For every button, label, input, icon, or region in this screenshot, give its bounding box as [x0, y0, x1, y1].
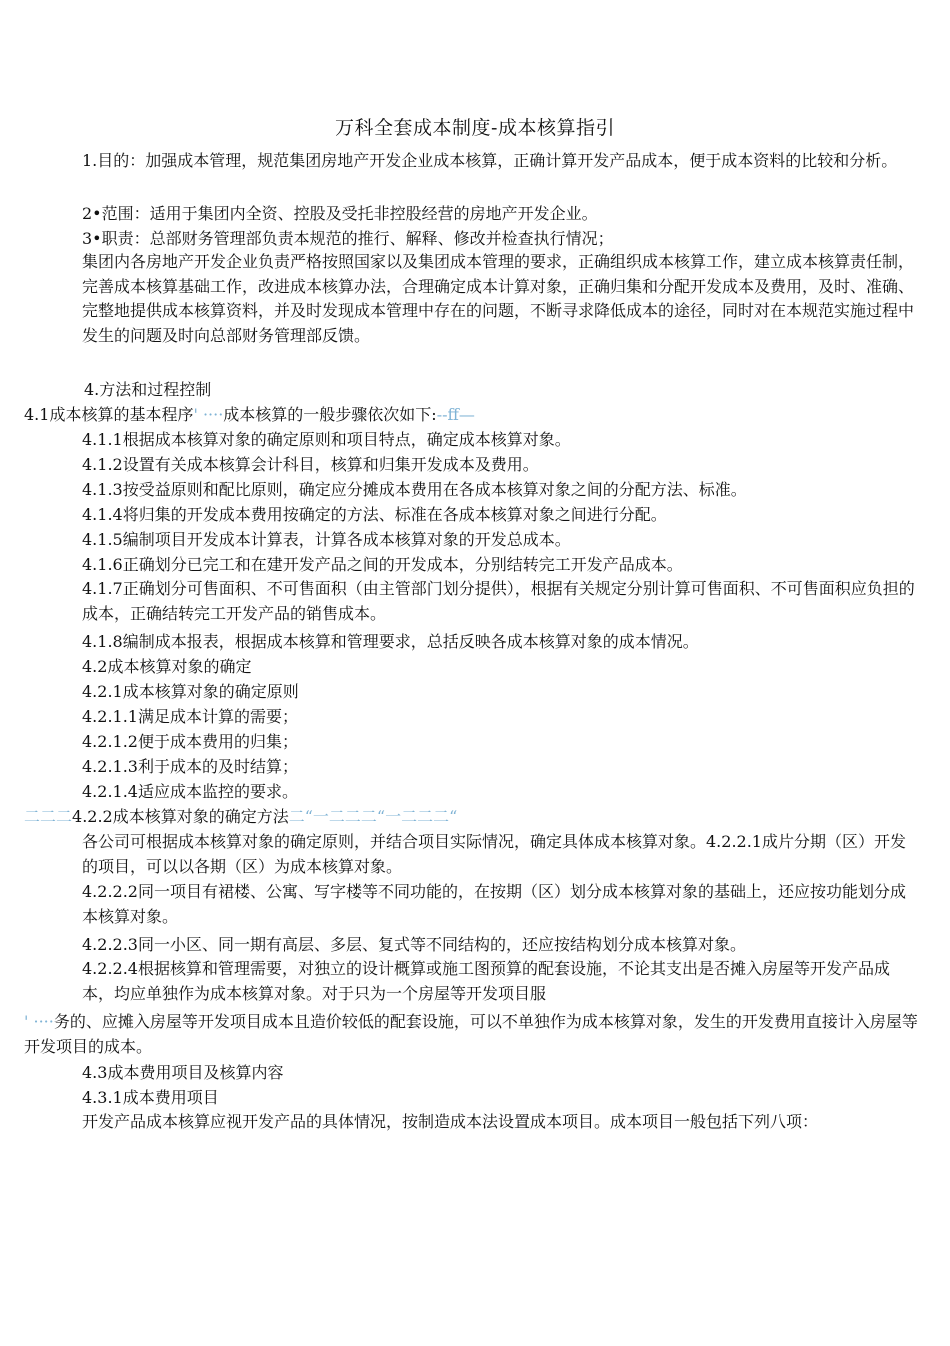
section-4-1-intro: 成本核算的一般步骤依次如下: [223, 405, 437, 424]
page-title: 万科全套成本制度-成本核算指引 [335, 117, 615, 139]
method-4-2-2-4: 4.2.2.4根据核算和管理需要，对独立的设计概算或施工图预算的配套设施，不论其支出是否摊入房屋等开发产品成本，均应单独作为成本核算对象。对于只为一个房屋等开发项目服 [82, 959, 890, 1003]
section-4-heading: 4.方法和过程控制 [84, 380, 212, 399]
method-4-2-2-2: 4.2.2.2同一项目有裙楼、公寓、写字楼等不同功能的，在按期（区）划分成本核算对象的基础上，还应按功能划分成本核算对象。 [82, 882, 906, 926]
step-4-1-3: 4.1.3按受益原则和配比原则，确定应分摊成本费用在各成本核算对象之间的分配方法、标准。 [82, 480, 747, 499]
principle-4-2-1-4: 4.2.1.4适应成本监控的要求。 [82, 782, 298, 801]
section-4-3-1-heading: 4.3.1成本费用项目 [82, 1088, 219, 1107]
step-4-1-4: 4.1.4将归集的开发成本费用按确定的方法、标准在各成本核算对象之间进行分配。 [82, 505, 667, 524]
section-4-2-heading: 4.2成本核算对象的确定 [82, 657, 252, 676]
section-4-2-2-line [24, 806, 457, 828]
scan-artifact: ' ···· [24, 1012, 54, 1031]
method-4-2-2-3: 4.2.2.3同一小区、同一期有高层、多层、复式等不同结构的，还应按结构划分成本核算对象。 [82, 935, 746, 954]
purpose-paragraph: 1.目的：加强成本管理，规范集团房地产开发企业成本核算，正确计算开发产品成本，便于成本资料的比较和分析。 [82, 151, 898, 170]
responsibility-heading: 3•职责：总部财务管理部负责本规范的推行、解释、修改并检查执行情况； [82, 229, 614, 248]
principle-4-2-1-2: 4.2.1.2便于成本费用的归集； [82, 732, 298, 751]
step-4-1-5: 4.1.5编制项目开发成本计算表，计算各成本核算对象的开发总成本。 [82, 530, 571, 549]
section-4-1-heading: 4.1成本核算的基本程序 [24, 405, 194, 424]
step-4-1-2: 4.1.2设置有关成本核算会计科目，核算和归集开发成本及费用。 [82, 455, 539, 474]
method-paragraph: 各公司可根据成本核算对象的确定原则，并结合项目实际情况，确定具体成本核算对象。4.2.2.1成片分期（区）开发的项目，可以以各期（区）为成本核算对象。 [82, 832, 906, 876]
method-4-2-2-4-continued [24, 1010, 920, 1059]
section-4-2-2-heading: 4.2.2成本核算对象的确定方法 [72, 807, 289, 826]
section-4-2-1-heading: 4.2.1成本核算对象的确定原则 [82, 682, 299, 701]
step-4-1-7: 4.1.7正确划分可售面积、不可售面积（由主管部门划分提供），根据有关规定分别计算可售面积、不可售面积应负担的成本，正确结转完工开发产品的销售成本。 [82, 579, 915, 623]
responsibility-paragraph: 集团内各房地产开发企业负责严格按照国家以及集团成本管理的要求，正确组织成本核算工作，建立成本核算责任制，完善成本核算基础工作，改进成本核算办法，合理确定成本计算对象，正确归集和分配开发成本及费用，及时、准确、完整地提供成本核算资料，并及时发现成本管理中存在的问题，不断寻求降低成本的途径，同时对在本规范实施过程中发生的问题及时向总部财务管理部反馈。 [82, 252, 915, 345]
method-4-2-2-4-text: 务的、应摊入房屋等开发项目成本且造价较低的配套设施，可以不单独作为成本核算对象，发生的开发费用直接计入房屋等开发项目的成本。 [24, 1012, 918, 1056]
scan-artifact: 二二二 [24, 807, 73, 826]
scan-artifact: --ff— [436, 405, 475, 424]
step-4-1-1: 4.1.1根据成本核算对象的确定原则和项目特点，确定成本核算对象。 [82, 430, 571, 449]
scan-artifact: 二“一二二二“一二二二“ [288, 807, 458, 826]
step-4-1-8: 4.1.8编制成本报表，根据成本核算和管理要求，总括反映各成本核算对象的成本情况。 [82, 632, 699, 651]
principle-4-2-1-1: 4.2.1.1满足成本计算的需要； [82, 707, 298, 726]
cost-items-paragraph: 开发产品成本核算应视开发产品的具体情况，按制造成本法设置成本项目。成本项目一般包括下列八项： [82, 1112, 819, 1131]
scope-paragraph: 2•范围：适用于集团内全资、控股及受托非控股经营的房地产开发企业。 [82, 204, 598, 223]
step-4-1-6: 4.1.6正确划分已完工和在建开发产品之间的开发成本，分别结转完工开发产品成本。 [82, 555, 683, 574]
scan-artifact: ' ···· [193, 405, 224, 424]
principle-4-2-1-3: 4.2.1.3利于成本的及时结算； [82, 757, 298, 776]
section-4-3-heading: 4.3成本费用项目及核算内容 [82, 1063, 284, 1082]
section-4-1-line [24, 404, 475, 426]
